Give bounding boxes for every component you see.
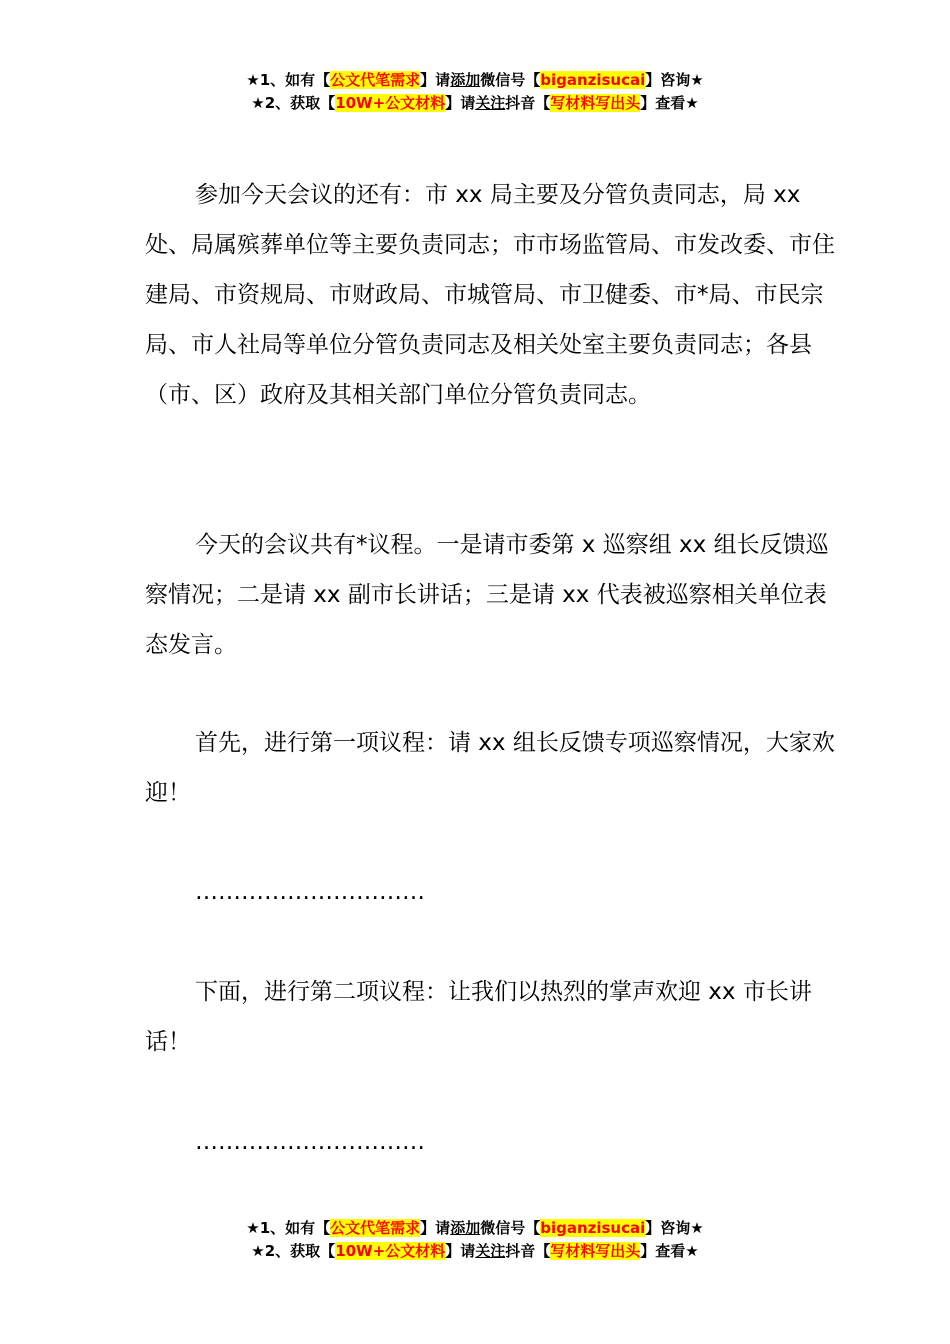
header-banner [0, 69, 950, 115]
header-line-2-mid2: 抖音【 [505, 94, 551, 112]
footer-line-2-mid2: 抖音【 [505, 1242, 551, 1260]
footer-line-1-prefix: ★1、如有【 [246, 1219, 331, 1237]
header-line-1-emphasis: 添加 [450, 71, 481, 89]
second-item-paragraph [145, 967, 845, 1067]
header-line-1-highlight-service: 公文代笔需求 [330, 71, 421, 89]
header-line-1-suffix: 】咨询★ [645, 71, 704, 89]
footer-line-1-emphasis: 添加 [450, 1219, 481, 1237]
footer-banner [0, 1217, 950, 1263]
footer-line-2-suffix: 】查看★ [640, 1242, 699, 1260]
header-line-2-highlight-douyin: 写材料写出头 [550, 94, 641, 112]
header-line-2-mid: 】请 [445, 94, 476, 112]
footer-line-1-highlight-service: 公文代笔需求 [330, 1219, 421, 1237]
attendees-text: 参加今天会议的还有：市 xx 局主要及分管负责同志，局 xx 处、局属殡葬单位等主要负责同志；市市场监管局、市发改委、市住建局、市资规局、市财政局、市城管局、市卫健委、市*局、市民宗局、市人社局等单位分管负责同志及相关处室主要负责同志；各县（市、区）政府及其相关部门单位分管负责同志。 [145, 182, 835, 408]
ellipsis-text-1: ………………………… [195, 879, 425, 905]
footer-line-2 [0, 1240, 950, 1263]
ellipsis-text-2: ………………………… [195, 1129, 425, 1155]
footer-line-2-highlight-materials: 10W+公文材料 [335, 1242, 446, 1260]
header-line-2 [0, 92, 950, 115]
header-line-2-highlight-materials: 10W+公文材料 [335, 94, 446, 112]
header-line-1 [0, 69, 950, 92]
header-line-2-emphasis: 关注 [475, 94, 506, 112]
first-item-text: 首先，进行第一项议程：请 xx 组长反馈专项巡察情况，大家欢迎！ [145, 730, 835, 806]
first-item-paragraph [145, 718, 845, 818]
footer-line-1 [0, 1217, 950, 1240]
agenda-text: 今天的会议共有*议程。一是请市委第 x 巡察组 xx 组长反馈巡察情况；二是请 xx 副市长讲话；三是请 xx 代表被巡察相关单位表态发言。 [145, 532, 829, 658]
footer-line-1-highlight-wechat: biganzisucai [540, 1219, 646, 1237]
header-line-1-prefix: ★1、如有【 [246, 71, 331, 89]
agenda-paragraph [145, 520, 845, 670]
header-line-2-prefix: ★2、获取【 [251, 94, 336, 112]
attendees-paragraph [145, 170, 845, 420]
ellipsis-paragraph-2 [145, 1117, 845, 1167]
footer-line-1-mid: 】请 [420, 1219, 451, 1237]
header-line-2-suffix: 】查看★ [640, 94, 699, 112]
footer-line-2-mid: 】请 [445, 1242, 476, 1260]
footer-line-2-highlight-douyin: 写材料写出头 [550, 1242, 641, 1260]
header-line-1-highlight-wechat: biganzisucai [540, 71, 646, 89]
footer-line-2-prefix: ★2、获取【 [251, 1242, 336, 1260]
footer-line-1-mid2: 微信号【 [480, 1219, 541, 1237]
header-line-1-mid: 】请 [420, 71, 451, 89]
header-line-1-mid2: 微信号【 [480, 71, 541, 89]
second-item-text: 下面，进行第二项议程：让我们以热烈的掌声欢迎 xx 市长讲话！ [145, 979, 812, 1055]
ellipsis-paragraph-1 [145, 867, 845, 917]
footer-line-1-suffix: 】咨询★ [645, 1219, 704, 1237]
footer-line-2-emphasis: 关注 [475, 1242, 506, 1260]
